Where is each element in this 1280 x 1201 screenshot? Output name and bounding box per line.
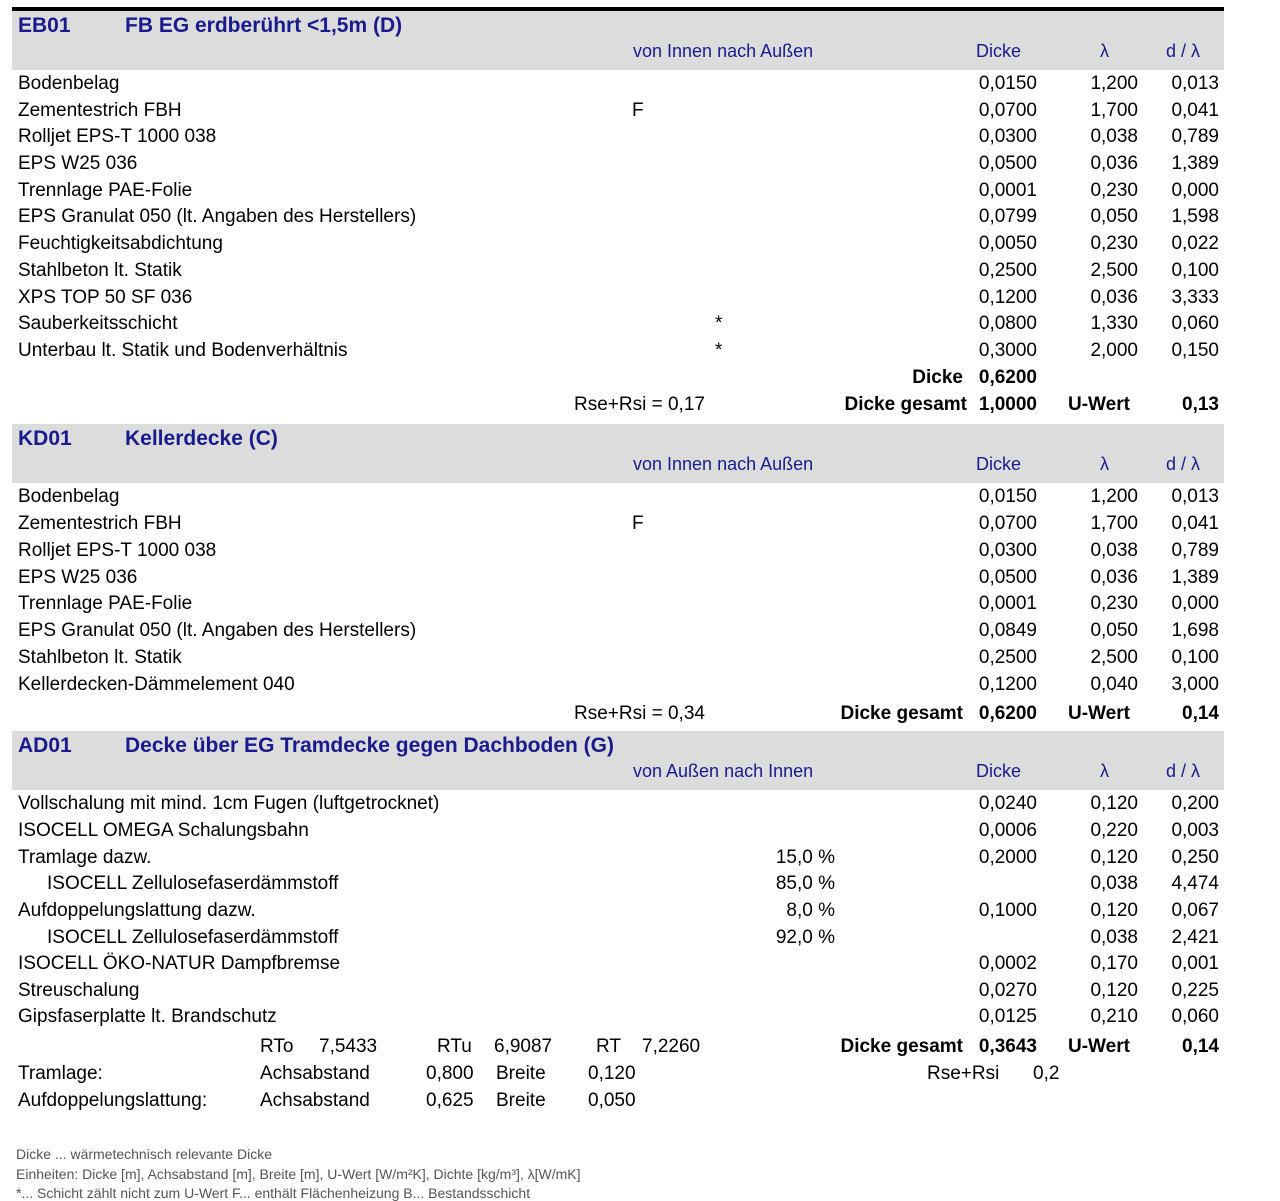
layer-d-lambda: 0,022	[1171, 233, 1219, 254]
rse-rsi-value: 0,2	[1033, 1063, 1060, 1084]
col-dicke-header: Dicke	[976, 41, 1022, 61]
layer-name: XPS TOP 50 SF 036	[18, 287, 193, 308]
layer-name: ISOCELL Zellulosefaserdämmstoff	[47, 873, 339, 894]
layer-lambda: 1,700	[1090, 513, 1138, 534]
section-title: Kellerdecke (C)	[125, 427, 278, 450]
layer-d-lambda: 0,060	[1171, 1006, 1219, 1027]
layer-lambda: 1,330	[1090, 313, 1138, 334]
total-thickness-value: 1,0000	[978, 394, 1037, 415]
layer-lambda: 1,200	[1090, 486, 1138, 507]
dicke-label: Dicke	[912, 367, 963, 388]
layer-thickness: 0,0150	[978, 486, 1037, 507]
layer-thickness: 0,1200	[978, 287, 1037, 308]
footnote: Dicke ... wärmetechnisch relevante Dicke	[16, 1146, 272, 1162]
layer-lambda: 0,210	[1090, 1006, 1138, 1027]
layer-name: Unterbau lt. Statik und Bodenverhältnis	[18, 340, 348, 361]
layer-lambda: 1,700	[1090, 100, 1138, 121]
layer-lambda: 0,220	[1090, 820, 1138, 841]
layer-name: EPS W25 036	[18, 567, 138, 588]
layer-name: Sauberkeitsschicht	[18, 313, 178, 334]
layer-name: Gipsfaserplatte lt. Brandschutz	[18, 1006, 277, 1027]
layer-name: Trennlage PAE-Folie	[18, 180, 193, 201]
layer-d-lambda: 0,225	[1171, 980, 1219, 1001]
layer-thickness: 0,0006	[978, 820, 1037, 841]
layer-thickness: 0,1000	[978, 900, 1037, 921]
total-thickness-value: 0,6200	[978, 703, 1037, 724]
layer-name: Bodenbelag	[18, 73, 120, 94]
layer-d-lambda: 0,250	[1171, 847, 1219, 868]
layer-name: EPS Granulat 050 (lt. Angaben des Herstellers)	[18, 206, 417, 227]
layer-d-lambda: 3,333	[1171, 287, 1219, 308]
layer-name: EPS Granulat 050 (lt. Angaben des Herstellers)	[18, 620, 417, 641]
layer-thickness: 0,0050	[978, 233, 1037, 254]
layer-lambda: 0,050	[1090, 206, 1138, 227]
direction-label: von Außen nach Innen	[633, 761, 814, 781]
layer-marker: *	[715, 340, 723, 361]
axis-distance-label: Achsabstand	[260, 1090, 370, 1111]
layer-d-lambda: 0,000	[1171, 180, 1219, 201]
rt-value: 7,2260	[642, 1036, 701, 1057]
layer-lambda: 0,038	[1090, 540, 1138, 561]
layer-lambda: 0,036	[1090, 153, 1138, 174]
layer-d-lambda: 0,001	[1171, 953, 1219, 974]
layer-d-lambda: 1,598	[1171, 206, 1219, 227]
rtu-value: 6,9087	[494, 1036, 553, 1057]
layer-lambda: 1,200	[1090, 73, 1138, 94]
layer-thickness: 0,0849	[978, 620, 1037, 641]
col-lambda-header: λ	[1100, 41, 1109, 61]
layer-d-lambda: 0,000	[1171, 593, 1219, 614]
layer-thickness: 0,1200	[978, 674, 1037, 695]
section-header-ad01	[12, 731, 1224, 790]
layer-share-percent: 85,0 %	[775, 873, 835, 894]
layer-lambda: 0,120	[1090, 980, 1138, 1001]
total-thickness-label: Dicke gesamt	[840, 1036, 963, 1057]
layer-marker: F	[632, 513, 644, 534]
layer-name: Aufdoppelungslattung dazw.	[18, 900, 256, 921]
section-code: EB01	[18, 14, 71, 37]
layer-name: Rolljet EPS-T 1000 038	[18, 126, 217, 147]
rse-rsi: Rse+Rsi = 0,17	[574, 394, 705, 415]
layer-lambda: 0,036	[1090, 287, 1138, 308]
layer-d-lambda: 0,067	[1171, 900, 1219, 921]
layer-lambda: 0,120	[1090, 793, 1138, 814]
layer-d-lambda: 0,200	[1171, 793, 1219, 814]
layer-lambda: 0,230	[1090, 180, 1138, 201]
layer-name: Rolljet EPS-T 1000 038	[18, 540, 217, 561]
layer-lambda: 2,500	[1090, 647, 1138, 668]
layer-d-lambda: 0,041	[1171, 100, 1219, 121]
col-dicke-header: Dicke	[976, 454, 1022, 474]
layer-thickness: 0,0002	[978, 953, 1037, 974]
layer-d-lambda: 0,013	[1171, 73, 1219, 94]
layer-lambda: 0,040	[1090, 674, 1138, 695]
layer-lambda: 2,000	[1090, 340, 1138, 361]
col-dicke-header: Dicke	[976, 761, 1022, 781]
layer-thickness: 0,0300	[978, 540, 1037, 561]
u-value-label: U-Wert	[1068, 394, 1130, 415]
layer-share-percent: 92,0 %	[775, 927, 835, 948]
layer-thickness: 0,2500	[978, 260, 1037, 281]
layer-lambda: 0,038	[1090, 126, 1138, 147]
dicke-value: 0,6200	[978, 367, 1037, 388]
width-label: Breite	[496, 1090, 546, 1111]
layer-name: Bodenbelag	[18, 486, 120, 507]
layer-share-percent: 15,0 %	[775, 847, 835, 868]
layer-d-lambda: 4,474	[1171, 873, 1219, 894]
rtu-label: RTu	[437, 1036, 472, 1057]
layer-d-lambda: 0,789	[1171, 540, 1219, 561]
rse-rsi: Rse+Rsi = 0,34	[574, 703, 705, 724]
layer-d-lambda: 1,389	[1171, 153, 1219, 174]
layer-name: EPS W25 036	[18, 153, 138, 174]
section-code: AD01	[18, 734, 72, 757]
layer-d-lambda: 0,060	[1171, 313, 1219, 334]
total-thickness-label: Dicke gesamt	[844, 394, 967, 415]
section-code: KD01	[18, 427, 72, 450]
layer-name: Stahlbeton lt. Statik	[18, 260, 182, 281]
footnote: Einheiten: Dicke [m], Achsabstand [m], Breite [m], U-Wert [W/m²K], Dichte [kg/m³], λ[W/mK]	[16, 1166, 581, 1182]
axis-distance-label: Achsabstand	[260, 1063, 370, 1084]
layer-thickness: 0,3000	[978, 340, 1037, 361]
layer-name: Kellerdecken-Dämmelement 040	[18, 674, 295, 695]
col-lambda-header: λ	[1100, 761, 1109, 781]
layer-thickness: 0,0001	[978, 180, 1037, 201]
layer-thickness: 0,0500	[978, 153, 1037, 174]
layer-name: Trennlage PAE-Folie	[18, 593, 193, 614]
layer-d-lambda: 0,100	[1171, 260, 1219, 281]
u-value-label: U-Wert	[1068, 703, 1130, 724]
layer-thickness: 0,0500	[978, 567, 1037, 588]
layer-marker: F	[632, 100, 644, 121]
layer-d-lambda: 0,100	[1171, 647, 1219, 668]
layer-lambda: 0,050	[1090, 620, 1138, 641]
layer-thickness: 0,0150	[978, 73, 1037, 94]
layer-name: Streuschalung	[18, 980, 140, 1001]
layer-thickness: 0,0300	[978, 126, 1037, 147]
layer-d-lambda: 1,389	[1171, 567, 1219, 588]
layer-lambda: 0,230	[1090, 593, 1138, 614]
rse-rsi-label: Rse+Rsi	[927, 1063, 1000, 1084]
layer-lambda: 0,230	[1090, 233, 1138, 254]
layer-lambda: 0,120	[1090, 847, 1138, 868]
total-thickness-value: 0,3643	[978, 1036, 1037, 1057]
u-value: 0,14	[1182, 1036, 1219, 1057]
layer-thickness: 0,0001	[978, 593, 1037, 614]
layer-name: Tramlage dazw.	[18, 847, 152, 868]
layer-thickness: 0,0700	[978, 513, 1037, 534]
layer-thickness: 0,0799	[978, 206, 1037, 227]
layer-share-percent: 8,0 %	[786, 900, 835, 921]
layer-lambda: 2,500	[1090, 260, 1138, 281]
col-lambda-header: λ	[1100, 454, 1109, 474]
spacing-label: Tramlage:	[18, 1063, 103, 1084]
total-thickness-label: Dicke gesamt	[840, 703, 963, 724]
layer-name: Feuchtigkeitsabdichtung	[18, 233, 223, 254]
spacing-label: Aufdoppelungslattung:	[18, 1090, 208, 1111]
section-header-eb01	[12, 11, 1224, 70]
axis-distance-value: 0,800	[426, 1063, 474, 1084]
rto-label: RTo	[260, 1036, 294, 1057]
layer-name: ISOCELL ÖKO-NATUR Dampfbremse	[18, 953, 341, 974]
layer-d-lambda: 0,003	[1171, 820, 1219, 841]
col-d-lambda-header: d / λ	[1166, 761, 1201, 781]
layer-name: ISOCELL Zellulosefaserdämmstoff	[47, 927, 339, 948]
layer-d-lambda: 3,000	[1171, 674, 1219, 695]
direction-label: von Innen nach Außen	[633, 454, 814, 474]
col-d-lambda-header: d / λ	[1166, 454, 1201, 474]
layer-thickness: 0,2000	[978, 847, 1037, 868]
layer-lambda: 0,038	[1090, 927, 1138, 948]
axis-distance-value: 0,625	[426, 1090, 474, 1111]
layer-thickness: 0,0240	[978, 793, 1037, 814]
layer-name: Zementestrich FBH	[18, 513, 182, 534]
layer-d-lambda: 0,150	[1171, 340, 1219, 361]
rto-value: 7,5433	[319, 1036, 378, 1057]
layer-thickness: 0,2500	[978, 647, 1037, 668]
u-value: 0,14	[1182, 703, 1219, 724]
layer-thickness: 0,0700	[978, 100, 1037, 121]
layer-name: Vollschalung mit mind. 1cm Fugen (luftgetrocknet)	[18, 793, 440, 814]
col-d-lambda-header: d / λ	[1166, 41, 1201, 61]
layer-lambda: 0,036	[1090, 567, 1138, 588]
layer-d-lambda: 1,698	[1171, 620, 1219, 641]
layer-lambda: 0,120	[1090, 900, 1138, 921]
layer-d-lambda: 2,421	[1171, 927, 1219, 948]
layer-thickness: 0,0125	[978, 1006, 1037, 1027]
rt-label: RT	[596, 1036, 621, 1057]
section-title: Decke über EG Tramdecke gegen Dachboden (G)	[125, 734, 614, 757]
layer-marker: *	[715, 313, 723, 334]
layer-lambda: 0,170	[1090, 953, 1138, 974]
section-header-kd01	[12, 424, 1224, 483]
layer-name: Stahlbeton lt. Statik	[18, 647, 182, 668]
layer-thickness: 0,0270	[978, 980, 1037, 1001]
layer-d-lambda: 0,013	[1171, 486, 1219, 507]
layer-name: Zementestrich FBH	[18, 100, 182, 121]
layer-d-lambda: 0,789	[1171, 126, 1219, 147]
u-value-label: U-Wert	[1068, 1036, 1130, 1057]
layer-d-lambda: 0,041	[1171, 513, 1219, 534]
layer-name: ISOCELL OMEGA Schalungsbahn	[18, 820, 309, 841]
layer-thickness: 0,0800	[978, 313, 1037, 334]
u-value: 0,13	[1182, 394, 1219, 415]
width-label: Breite	[496, 1063, 546, 1084]
width-value: 0,120	[588, 1063, 636, 1084]
width-value: 0,050	[588, 1090, 636, 1111]
direction-label: von Innen nach Außen	[633, 41, 814, 61]
footnote: *... Schicht zählt nicht zum U-Wert F... enthält Flächenheizung B... Bestandsschicht	[16, 1185, 531, 1201]
section-title: FB EG erdberührt <1,5m (D)	[125, 14, 403, 37]
layer-lambda: 0,038	[1090, 873, 1138, 894]
